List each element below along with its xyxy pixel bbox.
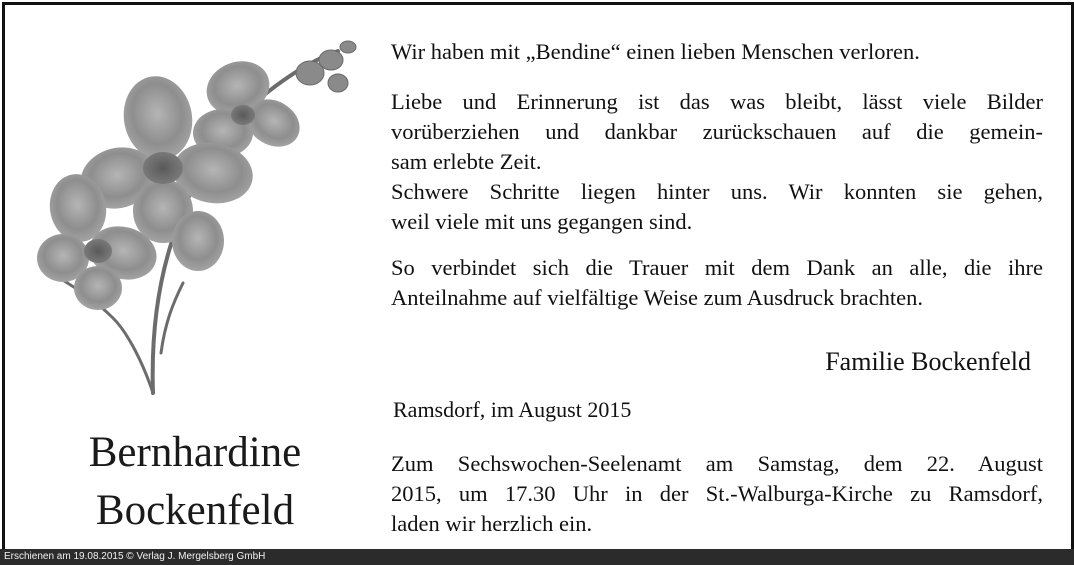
memory-paragraph [391, 87, 1043, 237]
obituary-notice [2, 2, 1074, 552]
text-line: So verbindet sich die Trauer mit dem Dank an alle, die ihre [391, 255, 1043, 280]
orchid-branch-icon [33, 33, 373, 398]
text-line: Zum Sechswochen-Seelenamt am Samstag, dem 22. August [391, 451, 1043, 476]
text-line: laden wir herzlich ein. [391, 511, 593, 536]
thanks-paragraph [391, 253, 1043, 313]
text-line: Schwere Schritte liegen hinter uns. Wir konnten sie gehen, [391, 179, 1043, 204]
mass-notice [391, 449, 1043, 539]
family-signature: Familie Bockenfeld [825, 347, 1031, 376]
text-line: vorüberziehen und dankbar zurückschauen auf die gemein- [391, 119, 1043, 144]
text-line: Anteilnahme auf vielfältige Weise zum Ausdruck brachten. [391, 285, 923, 310]
opening-line: Wir haben mit „Bendine“ einen lieben Menschen verloren. [391, 39, 920, 64]
footer-text: Erschienen am 19.08.2015 © Verlag J. Mergelsberg GmbH [4, 551, 266, 562]
publication-footer [0, 549, 1074, 565]
decedent-first-name: Bernhardine [88, 429, 302, 476]
decedent-last-name: Bockenfeld [95, 487, 295, 534]
place-date: Ramsdorf, im August 2015 [393, 397, 632, 422]
text-line: sam erlebte Zeit. [391, 149, 542, 174]
text-line: weil viele mit uns gegangen sind. [391, 209, 693, 234]
text-line: 2015, um 17.30 Uhr in der St.-Walburga-Kirche zu Ramsdorf, [391, 481, 1043, 506]
text-line: Liebe und Erinnerung ist das was bleibt, lässt viele Bilder [391, 89, 1043, 114]
